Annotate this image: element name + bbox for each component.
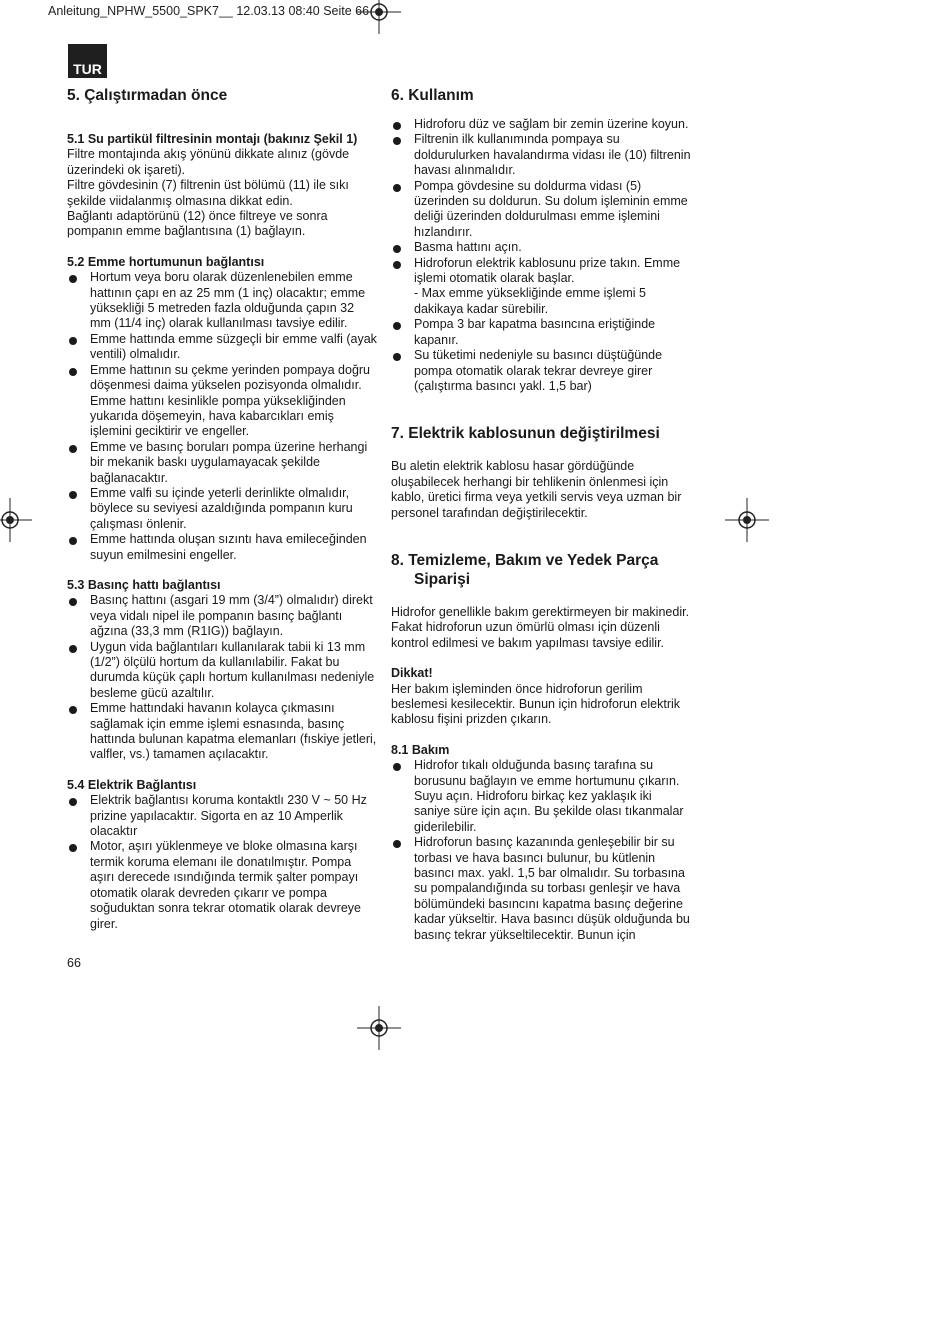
list-item: Elektrik bağlantısı koruma kontaktlı 230 V ~ 50 Hz prizine yapılacaktır. Sigorta en az 10 Amperlik olacaktır (67, 793, 377, 839)
list-item: Emme valfi su içinde yeterli derinlikte olmalıdır, böylece su seviyesi azaldığında pompanın kuru çalışması önlenir. (67, 486, 377, 532)
list-item: Emme hattındaki havanın kolayca çıkmasını sağlamak için emme işlemi esnasında, basınç hattında bulunan kapatma elemanları (fıskiye jetleri, valfler, vs.) tamamen açılacaktır. (67, 701, 377, 763)
page-number: 66 (67, 956, 81, 970)
list-item: Hortum veya boru olarak düzenlenebilen emme hattının çapı en az 25 mm (1 inç) olacaktır; emme yüksekliği 5 metreden fazla olduğunda çapın 32 mm (11/4 inç) olarak kullanılması tavsiye edilir. (67, 270, 377, 332)
list-item: Emme hattında oluşan sızıntı hava emileceğinden suyun emilmesini engeller. (67, 532, 377, 563)
paragraph: Bağlantı adaptörünü (12) önce filtreye ve sonra pompanın emme bağlantısına (1) bağlayın. (67, 209, 328, 239)
list-item: Su tüketimi nedeniyle su basıncı düştüğünde pompa otomatik olarak tekrar devreye girer (çalıştırma basıncı yakl. 1,5 bar) (391, 348, 691, 394)
registration-mark-icon (725, 498, 769, 542)
subsection-title-filter: 5.1 Su partikül filtresinin montajı (bakınız Şekil 1) (67, 132, 358, 146)
section-title-startup: 5. Çalıştırmadan önce (67, 87, 228, 104)
right-column (391, 86, 691, 943)
bullet-list (67, 793, 377, 932)
paragraph: Hidrofor genellikle bakım gerektirmeyen bir makinedir. Fakat hidroforun uzun ömürlü olması için düzenli kontrol edilmesi ve bakım yapılması tavsiye edilir. (391, 604, 690, 650)
list-item: Hidrofor tıkalı olduğunda basınç tarafına su borusunu bağlayın ve emme hortumunu çıkarın. Suyu açın. Hidroforu birkaç kez yaklaşık iki saniye süre için açın. Bu şekilde olası tıkanmalar giderilebilir. (391, 758, 691, 835)
language-tag: TUR (68, 44, 107, 78)
list-item: Pompa 3 bar kapatma basıncına eriştiğinde kapanır. (391, 317, 691, 348)
list-item: Uygun vida bağlantıları kullanılarak tabii ki 13 mm (1/2”) ölçülü hortum da kullanılabilir. Fakat bu durumda küçük çaplı hortum kullanılması nedeniyle besleme gücü azaltılır. (67, 640, 377, 702)
list-item: Emme hattında emme süzgeçli bir emme valfi (ayak ventili) olmalıdır. (67, 332, 377, 363)
list-item: Emme ve basınç boruları pompa üzerine herhangi bir mekanik baskı uygulamayacak şekilde bağlanacaktır. (67, 440, 377, 486)
list-item: Basınç hattını (asgari 19 mm (3/4”) olmalıdır) direkt veya vidalı nipel ile pompanın basınç bağlantı ağzına (33,3 mm (R1IG)) bağlayın. (67, 593, 377, 639)
registration-mark-icon (357, 1006, 401, 1050)
list-item: Emme hattının su çekme yerinden pompaya doğru döşenmesi daima yükselen pozisyonda olmalıdır. Emme hattını kesinlikle pompa yüksekliğinden yukarıda döşemeyin, hava kabarcıkları emiş işlemini geciktirir ve engeller. (67, 363, 377, 440)
list-item: Filtrenin ilk kullanımında pompaya su doldurulurken havalandırma vidası ile (10) filtrenin havası alınmalıdır. (391, 132, 691, 178)
subsection-title-pressure-line: 5.3 Basınç hattı bağlantısı (67, 577, 221, 592)
bullet-list (67, 270, 377, 563)
bullet-list (391, 117, 691, 394)
list-item: Motor, aşırı yüklenmeye ve bloke olmasına karşı termik koruma elemanı ile donatılmıştır. Pompa aşırı derecede ısındığında termik şalter pompayı otomatik olarak devreden çıkarır ve pompa soğuduktan sonra tekrar otomatik olarak devreye girer. (67, 839, 377, 931)
subsection-title-suction-hose: 5.2 Emme hortumunun bağlantısı (67, 254, 265, 269)
paragraph: Filtre gövdesinin (7) filtrenin üst bölümü (11) ile sıkı şekilde viidalanmış olmasına dikkat edin. (67, 178, 349, 208)
list-item: Basma hattını açın. (391, 240, 691, 255)
print-meta-line: Anleitung_NPHW_5500_SPK7__ 12.03.13 08:40 Seite 66 (48, 4, 370, 18)
list-item: Hidroforun elektrik kablosunu prize takın. Emme işlemi otomatik olarak başlar. - Max emme yüksekliğinde emme işlemi 5 dakikaya kadar sürebilir. (391, 256, 691, 318)
warning-text: Her bakım işleminden önce hidroforun gerilim beslemesi kesilecektir. Bunun için hidroforun elektrik kablosu fişini prizden çıkarın. (391, 681, 681, 727)
left-column (67, 86, 377, 932)
paragraph: Filtre montajında akış yönünü dikkate alınız (gövde üzerindeki ok işareti). (67, 147, 350, 177)
warning-title: Dikkat! (391, 666, 433, 681)
registration-mark-icon (0, 498, 32, 542)
list-item: Pompa gövdesine su doldurma vidası (5) üzerinden su doldurun. Su dolum işleminin emme deliği üzerinden doldurulması emme işlemini hızlandırır. (391, 179, 691, 241)
registration-mark-icon (357, 0, 401, 34)
section-title-usage: 6. Kullanım (391, 87, 474, 104)
bullet-list (67, 593, 377, 762)
section-title-maintenance: 8. Temizleme, Bakım ve Yedek Parça Siparişi (391, 551, 659, 588)
section-title-cable-replacement: 7. Elektrik kablosunun değiştirilmesi (391, 425, 660, 443)
paragraph: Bu aletin elektrik kablosu hasar gördüğünde oluşabilecek herhangi bir tehlikenin önlenmesi için kablo, üretici firma veya yetkili servis veya uzman bir personel tarafından değiştirilecektir. (391, 459, 682, 520)
bullet-list (391, 758, 691, 943)
subsection-title-care: 8.1 Bakım (391, 742, 450, 757)
list-item: Hidroforun basınç kazanında genleşebilir bir su torbası ve hava basıncı bulunur, bu kütlenin basıncı max. yakl. 1,5 bar olmalıdır. Su torbasına su pompalandığında su torbası genleşir ve hava bölümündeki basıncını kapatma basınç değerine kadar yükseltir. Hava basıncı düşük olduğunda bu basınç tekrar yükseltilecektir. Bunun için (391, 835, 691, 943)
list-item: Hidroforu düz ve sağlam bir zemin üzerine koyun. (391, 117, 691, 132)
subsection-title-electrical: 5.4 Elektrik Bağlantısı (67, 777, 197, 792)
